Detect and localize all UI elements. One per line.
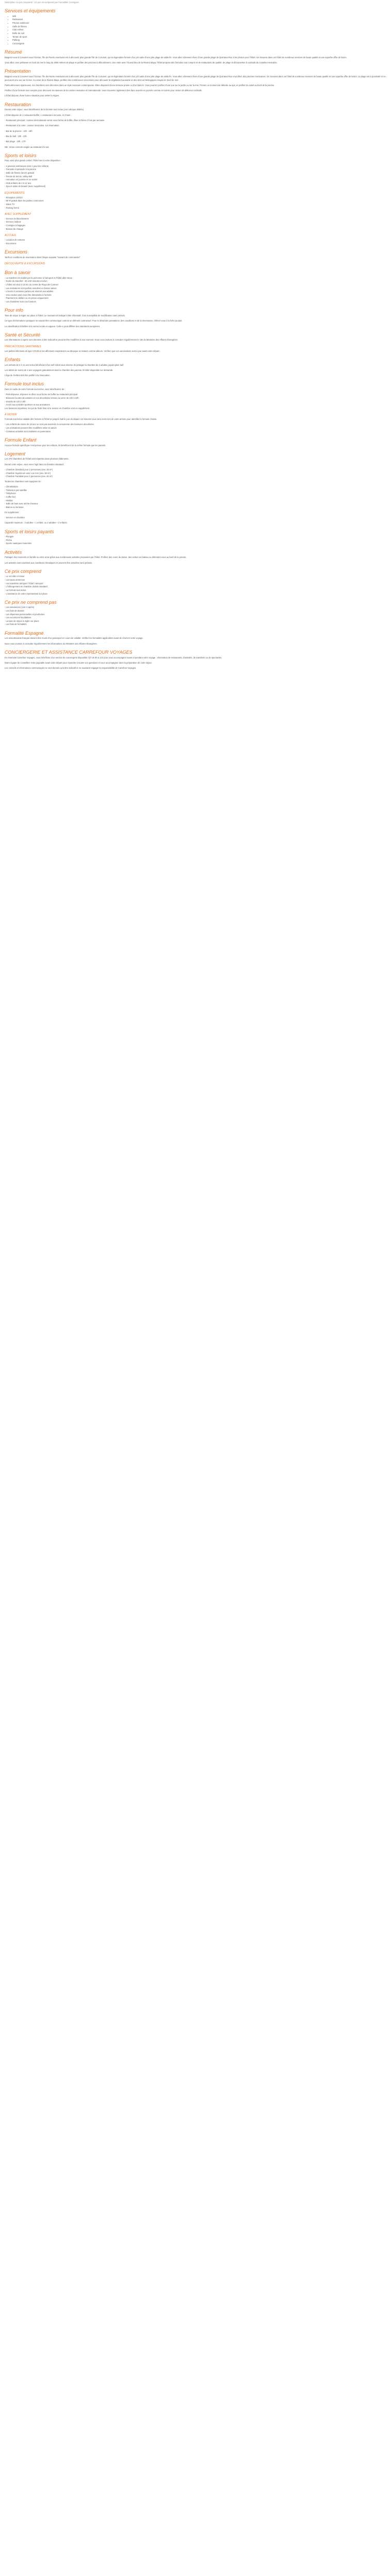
presentation-paragraph: Profitez d'une formule tout compris pour découvrir les saveurs de la cuisine mexicaine et internationale. Vous trouverez également des bars ouverts en journée comme en soirée pour siroter de délicieux cocktails.	[5, 89, 202, 92]
logement-paragraph: Les 270 chambres de l'hôtel sont réparties dans plusieurs bâtiments.	[5, 457, 69, 461]
a-noter-item: - Les enfants de moins de 18 ans ne sont pas autorisés à consommer des boissons alcoolisées	[5, 423, 94, 426]
sports-item: - Spa et salon de beauté (avec supplément)	[5, 185, 46, 188]
prix-comprend-item: - L'hébergement en chambre double standard	[5, 585, 47, 588]
restauration-line: - Restaurant principal : cuisine internationale servie sous forme de buffet, dîner à thème 2 fois par semaine	[5, 118, 105, 122]
section-title-activites: Activités	[5, 549, 22, 555]
sports-payants-item: - Plongée	[5, 535, 14, 538]
services-item: • Conciergerie	[12, 42, 386, 46]
enfants-paragraph: Les enfants de 2 à 12 ans inclus bénéficient d'un tarif réduit sous réserve de partager la chambre de 2 adultes payant plein tarif.	[5, 363, 124, 366]
services-item: • Club enfant	[12, 28, 386, 32]
bon-a-savoir-item: - Les chambres sont non fumeurs	[5, 300, 36, 303]
services-item: • Piscine extérieure	[12, 22, 386, 25]
services-list	[5, 15, 386, 46]
section-title-prix-comprend: Ce prix comprend	[5, 568, 42, 574]
presentation-paragraph: Baignez-vous à Cosumel sous l'Océan, l'île de Puerto Aventuras est à découvrir plus grande l'île de Cozumel, qui sa légendaire formée d'un joli cadre d'une jolie plage de sable fin. Vous allez sûrement rêver d'une grande plage de Quintana Roo et profitez des piscines mexicaines. On trouvera dans cet hôtel de nombreux services de haute qualité et une superbe offre de loisirs. La plage est à proximité et on peut avoir une vue sur la mer. Au cœur de la Riviera Maya, profitez des nombreuses excursions pour découvrir la végétation luxuriante et des sites archéologiques mayas en bord de mer.	[5, 75, 386, 81]
logement-capacity: Capacité maximum : 3 adultes + 1 enfant, ou 2 adultes + 2 enfants.	[5, 521, 68, 524]
prix-ne-comprend-item: - Les excursions facultatives	[5, 616, 31, 619]
formalites-paragraph: Les ressortissants français doivent être munis d'un passeport en cours de validité. Vérifiez les formalités applicables avant de réserver votre voyage.	[5, 637, 143, 640]
section-title-formalites: Formalité Espagne	[5, 630, 44, 636]
activites-paragraph: Les activités sont soumises aux conditions climatiques et peuvent être annulées sans préavis.	[5, 561, 93, 564]
services-item: • Restaurant	[12, 18, 386, 22]
excursions-paragraph: Tarifs et conditions de réservation dans l'étape suivante "Suivant de commander"	[5, 256, 80, 259]
logement-equipment-item: - Téléphone	[5, 492, 16, 495]
sports-item: - Transats et parasols à la piscine	[5, 168, 36, 171]
section-title-equipements: ÉQUIPEMENTS	[5, 191, 25, 195]
prix-ne-comprend-item: - Les frais de dossier	[5, 609, 24, 612]
logement-item: - Chambre Standard pour 2 personnes (env. 35 m²)	[5, 468, 53, 471]
supplement-item: - Consigne à bagages	[5, 224, 26, 227]
conciergerie-paragraph: Les conseils et informations communiqués ne sont donnés qu'à titre indicatif et ne sauraient engager la responsabilité de Carrefour Voyages.	[5, 667, 137, 670]
sports-payants-item: - Sports nautiques motorisés	[5, 542, 32, 545]
formule-item: - Petit-déjeuner, déjeuner et dîner sous forme de buffet au restaurant principal	[5, 393, 78, 396]
formule-note: Les boissons importées, les jus de fruits frais et le service en chambre sont en supplément.	[5, 406, 90, 410]
restauration-line: - Bar plage : 10h - 17h	[5, 140, 26, 143]
formule-paragraph: Dans le cadre de votre formule tout inclus, vous bénéficierez de :	[5, 388, 66, 391]
restauration-line: - Restaurant à la carte : cuisine mexicaine, sur réservation	[5, 124, 59, 127]
logement-item: - Chambre Familiale pour 4 personnes (env. 45 m²)	[5, 475, 53, 478]
activites-paragraph: Partagez des moments en famille ou entre amis grâce aux nombreuses activités proposées par l'hôtel. Profitez des cours de danse, des sorties en bateau ou détendez-vous au bord de la piscine.	[5, 556, 187, 559]
bon-a-savoir-item: - Le transfert est réalisé par la personne à l'aéroport et l'hôtel aller-retour	[5, 276, 73, 279]
logement-paragraph: Durant votre séjour, vous serez logé dans la chambre standard :	[5, 463, 65, 466]
pour-info-paragraph: La classification hôtelière à la norme locale en vigueur. Celle-ci peut différer des standards européens.	[5, 325, 101, 328]
section-title-pour-info: Pour info	[5, 308, 24, 313]
logement-equipment-item: - Climatisation	[5, 485, 18, 488]
section-title-accueil: ACCUEIL	[5, 234, 17, 238]
pour-info-paragraph: Ce type d'informations pratiques ne saurait être communiqué comme un élément contractuel. Pour le détail des prestations, des conditions et de la réservation, référez-vous à la fiche produit.	[5, 319, 183, 323]
section-title-services: Services et équipements	[5, 8, 56, 14]
logement-equipment-item: - Minibar	[5, 499, 13, 502]
sante-paragraph: Les petites infections de type COVID et les affections respiratoires au Mexique se traitent comme ailleurs. Vérifiez que vos vaccinations sont à jour avant votre départ.	[5, 349, 160, 352]
services-item: • Terrain de sport	[12, 36, 386, 39]
sante-heading: PRÉCAUTIONS SANITAIRES	[5, 345, 41, 348]
formule-enfant-paragraph: Aucune formule spécifique n'est prévue pour les enfants, ils bénéficient de la même formule que les parents.	[5, 444, 106, 447]
bon-a-savoir-item: - Une caution peut vous être demandée à l'arrivée	[5, 293, 52, 296]
supplement-item: - Bureau de change	[5, 227, 23, 230]
resume-paragraph: Vous allez vous prélasser en bord de mer le long du 4000 mètres de plage et profiter des piscines à débordement. Une vraie avec l'Ouest bleu de la Riviera Maya, l'hôtel propose des formules tout compris et de restaurants de qualité, de plage et découvertes à cocktails du Caraïbe mexicaine.	[5, 61, 278, 64]
prix-comprend-item: - Les transferts aéroport / hôtel / aéroport	[5, 582, 43, 585]
prix-comprend-item: - Le vol aller et retour	[5, 575, 25, 578]
section-title-sante: Santé et Sécurité	[5, 332, 41, 337]
accueil-item: - Location de voitures	[5, 239, 25, 242]
services-item: • Parking	[12, 39, 386, 42]
section-title-enfants: Enfants	[5, 357, 21, 362]
services-item: • Salle de fitness	[12, 25, 386, 29]
section-title-avec-supplement: AVEC SUPPLÉMENT	[5, 212, 31, 216]
logement-paragraph: Toutes les chambres sont équipées de :	[5, 480, 42, 483]
logement-equipment-item: - Balcon ou terrasse	[5, 505, 24, 509]
logement-paragraph: En supplément :	[5, 511, 20, 514]
section-title-sports-payants: Sports et loisirs payants	[5, 529, 54, 534]
sports-item: - Club enfants de 4 à 12 ans	[5, 181, 31, 184]
section-title-formule-enfant: Formule Enfant	[5, 437, 37, 443]
pour-info-paragraph: Taxe de séjour à régler sur place à l'hôtel. Le montant est indiqué à titre informatif, il est susceptible de modification sans préavis.	[5, 314, 125, 317]
enfants-paragraph: L'âge de l'enfant doit être justifié à la réservation.	[5, 374, 51, 377]
logement-item: - Chambre Supérieure avec vue mer (env. 38 m²)	[5, 471, 51, 474]
prix-ne-comprend-item: - Les dépenses personnelles et pourboires	[5, 613, 45, 616]
bon-a-savoir-item: - L'hôtel est situé à 15 km du centre de Playa del Carmen	[5, 283, 59, 286]
section-title-restauration: Restauration	[5, 101, 31, 107]
sports-item: - Terrain de tennis, volley-ball	[5, 175, 32, 178]
equipements-item: - Salon TV	[5, 202, 15, 206]
sports-item: - Salle de fitness (accès gratuit)	[5, 171, 35, 174]
prix-ne-comprend-item: - Les assurances (voir ci-après)	[5, 606, 35, 609]
formule-item: - Snacks de 11h à 18h	[5, 400, 26, 403]
restauration-line: - Bar du hall : 10h - 23h	[5, 134, 27, 138]
prix-comprend-item: - L'assistance de notre représentant sur place	[5, 592, 47, 595]
supplement-item: - Service médical	[5, 221, 21, 224]
bon-a-savoir-item: - Paiement en dollars ou en pesos uniquement	[5, 297, 48, 300]
equipements-item: - Parking fermé	[5, 206, 19, 209]
section-title-formule: Formule tout inclus	[5, 381, 44, 387]
sports-payants-item: - Pêche	[5, 538, 12, 541]
services-item: • Boîte de nuit	[12, 32, 386, 36]
presentation-paragraph: Particulièrement spacieuses, les chambres sont décorées dans un style mexicain contemporain. Elles disposent d'une terrasse privée ou d'un balcon. Vous pourrez profiter d'une vue sur le jardin ou sur la mer. Prenez un moment de détente au spa, et profitez du soleil au bord de la piscine.	[5, 83, 275, 87]
presentation-paragraph: L'hôtel dispose d'une bonne situation pour visiter la région.	[5, 94, 60, 97]
conciergerie-paragraph: Notre équipe de conseillers reste joignable avant votre départ pour répondre à toutes vos questions et vous accompagner dans la préparation de votre séjour.	[5, 661, 152, 664]
prix-comprend-item: - Les taxes aériennes	[5, 579, 25, 581]
prix-ne-comprend-item: - Les frais de formalités	[5, 623, 27, 626]
equipements-item: - Wi-Fi gratuit dans les parties communes	[5, 199, 44, 202]
sante-paragraph: Les informations ci-après sont données à titre indicatif et peuvent être modifiées à tout moment. Nous vous invitons à consulter régulièrement le site du Ministère des Affaires Étrangères.	[5, 338, 178, 342]
section-title-resume: Résumé	[5, 49, 22, 55]
enfants-paragraph: Les bébés de moins de 2 ans voyagent gratuitement dans la chambre des parents, lit bébé disponible sur demande.	[5, 368, 113, 371]
sports-intro: Pour votre plus grand confort, l'hôtel met à votre disposition :	[5, 159, 62, 162]
section-title-sports: Sports et loisirs	[5, 152, 37, 158]
prix-ne-comprend-item: - La taxe de séjour à régler sur place	[5, 619, 39, 622]
bon-a-savoir-item: - L'accès à certaines parties est réservé aux adultes	[5, 290, 54, 293]
logement-equipment-item: - Salle de bain avec sèche-cheveux	[5, 502, 38, 505]
logement-equipment-item: - Coffre-fort	[5, 496, 15, 499]
section-title-prix-ne-comprend: Ce prix ne comprend pas	[5, 599, 57, 605]
restauration-intro: Durant votre séjour, vous bénéficierez de la formule tout inclus (voir rubrique dédiée).	[5, 108, 85, 111]
section-title-bon-a-savoir: Bon à savoir	[5, 270, 31, 276]
section-title-logement: Logement	[5, 451, 26, 456]
conciergerie-paragraph: En réservant Carrefour Voyages, vous bénéficiez d'un service de conciergerie disponible 7j/7 de 9h à 21h pour vous accompagner avant et pendant votre voyage : réservation de restaurants, d'activités, de transferts ou de spectacles.	[5, 656, 222, 659]
prix-comprend-item: - La formule tout inclus	[5, 588, 26, 591]
logement-supplement: - Service en chambre	[5, 516, 25, 519]
section-title-conciergerie: CONCIERGERIE ET ASSISTANCE CARREFOUR VOYAGES	[5, 649, 133, 655]
bon-a-savoir-item: - Durée du transfert : 40 à 50 minutes environ	[5, 280, 47, 283]
document-body	[5, 1, 386, 672]
logement-equipment-item: - Télévision par satellite	[5, 488, 27, 492]
a-noter-paragraph: Formule tout inclus valable dès l'arrivée à l'hôtel et jusqu'à midi le jour du départ. Un bracelet vous sera remis lors de votre arrivée pour identifier la formule choisie.	[5, 418, 157, 421]
resume-paragraph: Baignez-vous à Cosumel sous l'Océan, l'île de Puerto Aventuras est à découvrir plus grande l'île de Cozumel, qui sa légendaire formée d'un joli cadre d'une jolie plage de sable fin. Vous allez sûrement rêver d'une grande plage de Quintana Roo à les photos pour l'hôtel. On trouvera dans cet hôtel de nombreux services de haute qualité et une superbe offre de loisirs.	[5, 56, 347, 59]
a-noter-item: - Les animations peuvent être modifiées selon la saison	[5, 427, 57, 430]
accueil-item: - Excursions	[5, 242, 17, 245]
restauration-line: L'hôtel dispose de 1 restaurant buffet, 1 restaurant à la carte, et 3 bars :	[5, 113, 72, 116]
supplement-item: - Service de blanchisserie	[5, 217, 29, 220]
intro-text: Description Ce prix comprend : Ce prix ne comprend pas Formalités Consignes	[5, 1, 79, 4]
restauration-note: NB : tenue correcte exigée au restaurant le soir.	[5, 145, 50, 148]
formule-item: - Boissons locales alcoolisées et non alcoolisées servies au verre de 10h à 23h	[5, 396, 79, 399]
section-title-presentation: Présentation	[5, 69, 31, 74]
restauration-line: - Bar de la piscine : 10h - 18h	[5, 129, 32, 132]
formule-item: - Accès aux activités sportives et aux animations	[5, 403, 50, 406]
formalites-paragraph: Nous vous invitons à consulter régulièrement les informations du Ministère des Affaires Étrangères.	[5, 642, 97, 645]
bon-a-savoir-item: - Les animations sont parfois annulées en basse saison	[5, 286, 57, 290]
sports-item: - Animation en journée et en soirée	[5, 178, 38, 181]
excursions-heading: DÉCOUVERTE & EXCURSIONS	[5, 262, 45, 265]
services-item: • Wifi	[12, 15, 386, 19]
sports-item: - 2 piscines extérieures dont 1 pour les enfants	[5, 164, 48, 167]
a-noter-item: - Certaines activités sont réalisées en partenariat	[5, 430, 51, 433]
section-title-excursions: Excursions	[5, 249, 28, 255]
section-title-a-noter: À NOTER	[5, 413, 17, 417]
equipements-item: - Réception 24h/24	[5, 196, 23, 199]
